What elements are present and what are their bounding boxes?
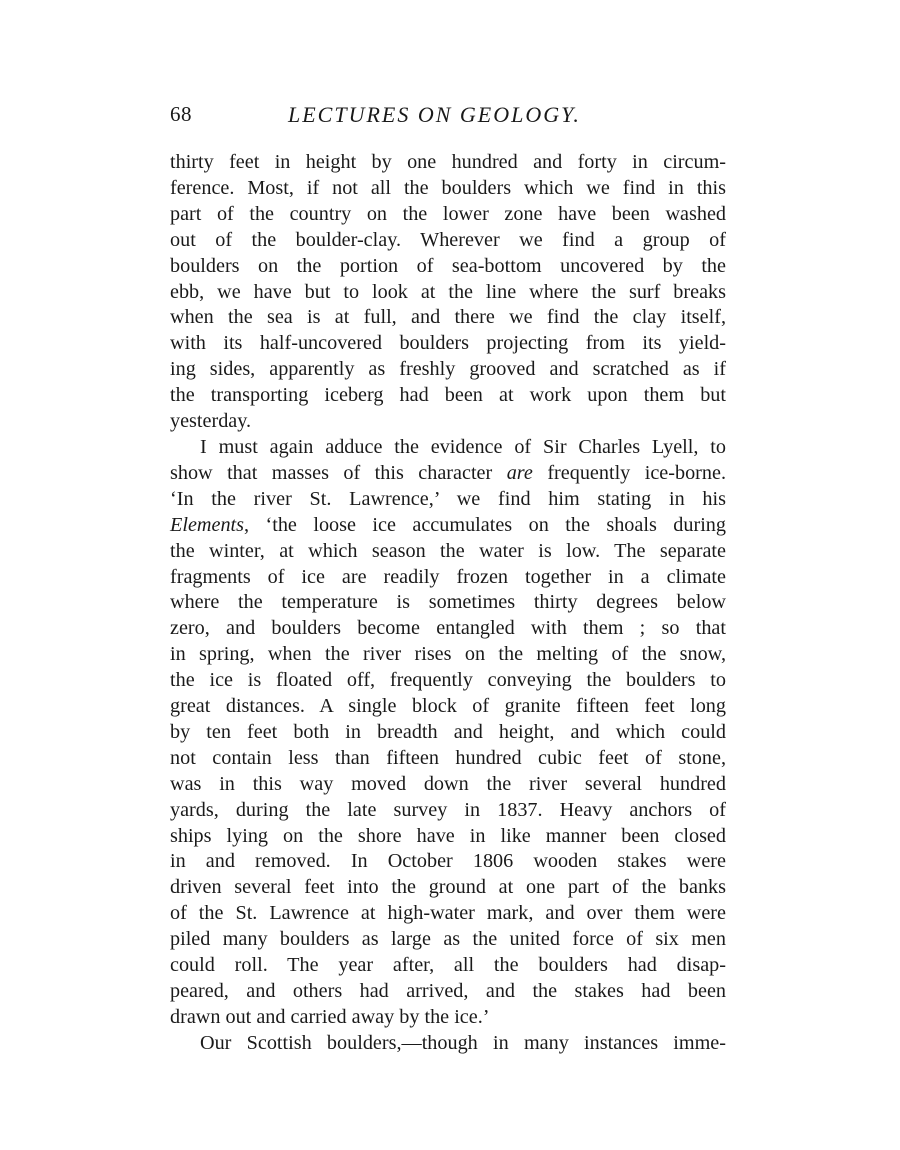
- text-line: drawn out and carried away by the ice.’: [170, 1005, 490, 1028]
- text-line: thirty feet in height by one hundred and forty in circum-: [170, 151, 726, 173]
- text-line: piled many boulders as large as the united force of six men: [170, 928, 726, 951]
- text-line: not contain less than fifteen hundred cubic feet of stone,: [170, 746, 726, 769]
- text-line: by ten feet both in breadth and height, and which could: [170, 720, 726, 743]
- text-line: in spring, when the river rises on the melting of the snow,: [170, 643, 726, 666]
- text-line: driven several feet into the ground at one part of the banks: [170, 876, 726, 899]
- text-line: fragments of ice are readily frozen together in a climate: [170, 565, 726, 588]
- text-line: boulders on the portion of sea-bottom uncovered by the: [170, 254, 726, 277]
- running-head: [170, 102, 730, 132]
- text-line: ‘In the river St. Lawrence,’ we find him stating in his: [170, 487, 726, 510]
- text-line: when the sea is at full, and there we find the clay itself,: [170, 306, 726, 329]
- text-line: out of the boulder-clay. Wherever we find a group of: [170, 228, 726, 251]
- text-line: ebb, we have but to look at the line where the surf breaks: [170, 280, 726, 303]
- text-line: the transporting iceberg had been at work upon them but: [170, 384, 726, 407]
- text-line: Our Scottish boulders,—though in many instances imme-: [200, 1031, 726, 1054]
- running-title: LECTURES ON GEOLOGY.: [288, 102, 581, 127]
- emphasis-are: are: [506, 461, 533, 484]
- text-line: show that masses of this character are frequently ice-borne.: [170, 461, 726, 484]
- text-line: ships lying on the shore have in like manner been closed: [170, 824, 726, 847]
- text-line: where the temperature is sometimes thirty degrees below: [170, 591, 726, 614]
- text-line: I must again adduce the evidence of Sir Charles Lyell, to: [200, 435, 726, 458]
- text-line: great distances. A single block of granite fifteen feet long: [170, 695, 726, 718]
- emphasis-elements: Elements: [170, 513, 244, 536]
- text-line: part of the country on the lower zone have been washed: [170, 202, 726, 225]
- text-line: yards, during the late survey in 1837. Heavy anchors of: [170, 798, 726, 821]
- text-line: ing sides, apparently as freshly grooved and scratched as if: [170, 358, 726, 381]
- body-text: [170, 150, 726, 1057]
- text-line: ference. Most, if not all the boulders which we find in this: [170, 176, 726, 199]
- text-line: with its half-uncovered boulders projecting from its yield-: [170, 332, 726, 355]
- text-line: zero, and boulders become entangled with them ; so that: [170, 617, 726, 640]
- text-line: Elements, ‘the loose ice accumulates on the shoals during: [170, 513, 726, 536]
- text-line: could roll. The year after, all the boulders had disap-: [170, 954, 726, 977]
- page-number: 68: [170, 102, 192, 126]
- text-line: was in this way moved down the river several hundred: [170, 772, 726, 795]
- text-line: the winter, at which season the water is low. The separate: [170, 539, 726, 562]
- text-line: peared, and others had arrived, and the stakes had been: [170, 980, 726, 1002]
- text-line: of the St. Lawrence at high-water mark, and over them were: [170, 902, 726, 925]
- text-line: yesterday.: [170, 410, 252, 433]
- text-line: the ice is floated off, frequently conveying the boulders to: [170, 669, 726, 692]
- text-line: in and removed. In October 1806 wooden stakes were: [170, 850, 726, 873]
